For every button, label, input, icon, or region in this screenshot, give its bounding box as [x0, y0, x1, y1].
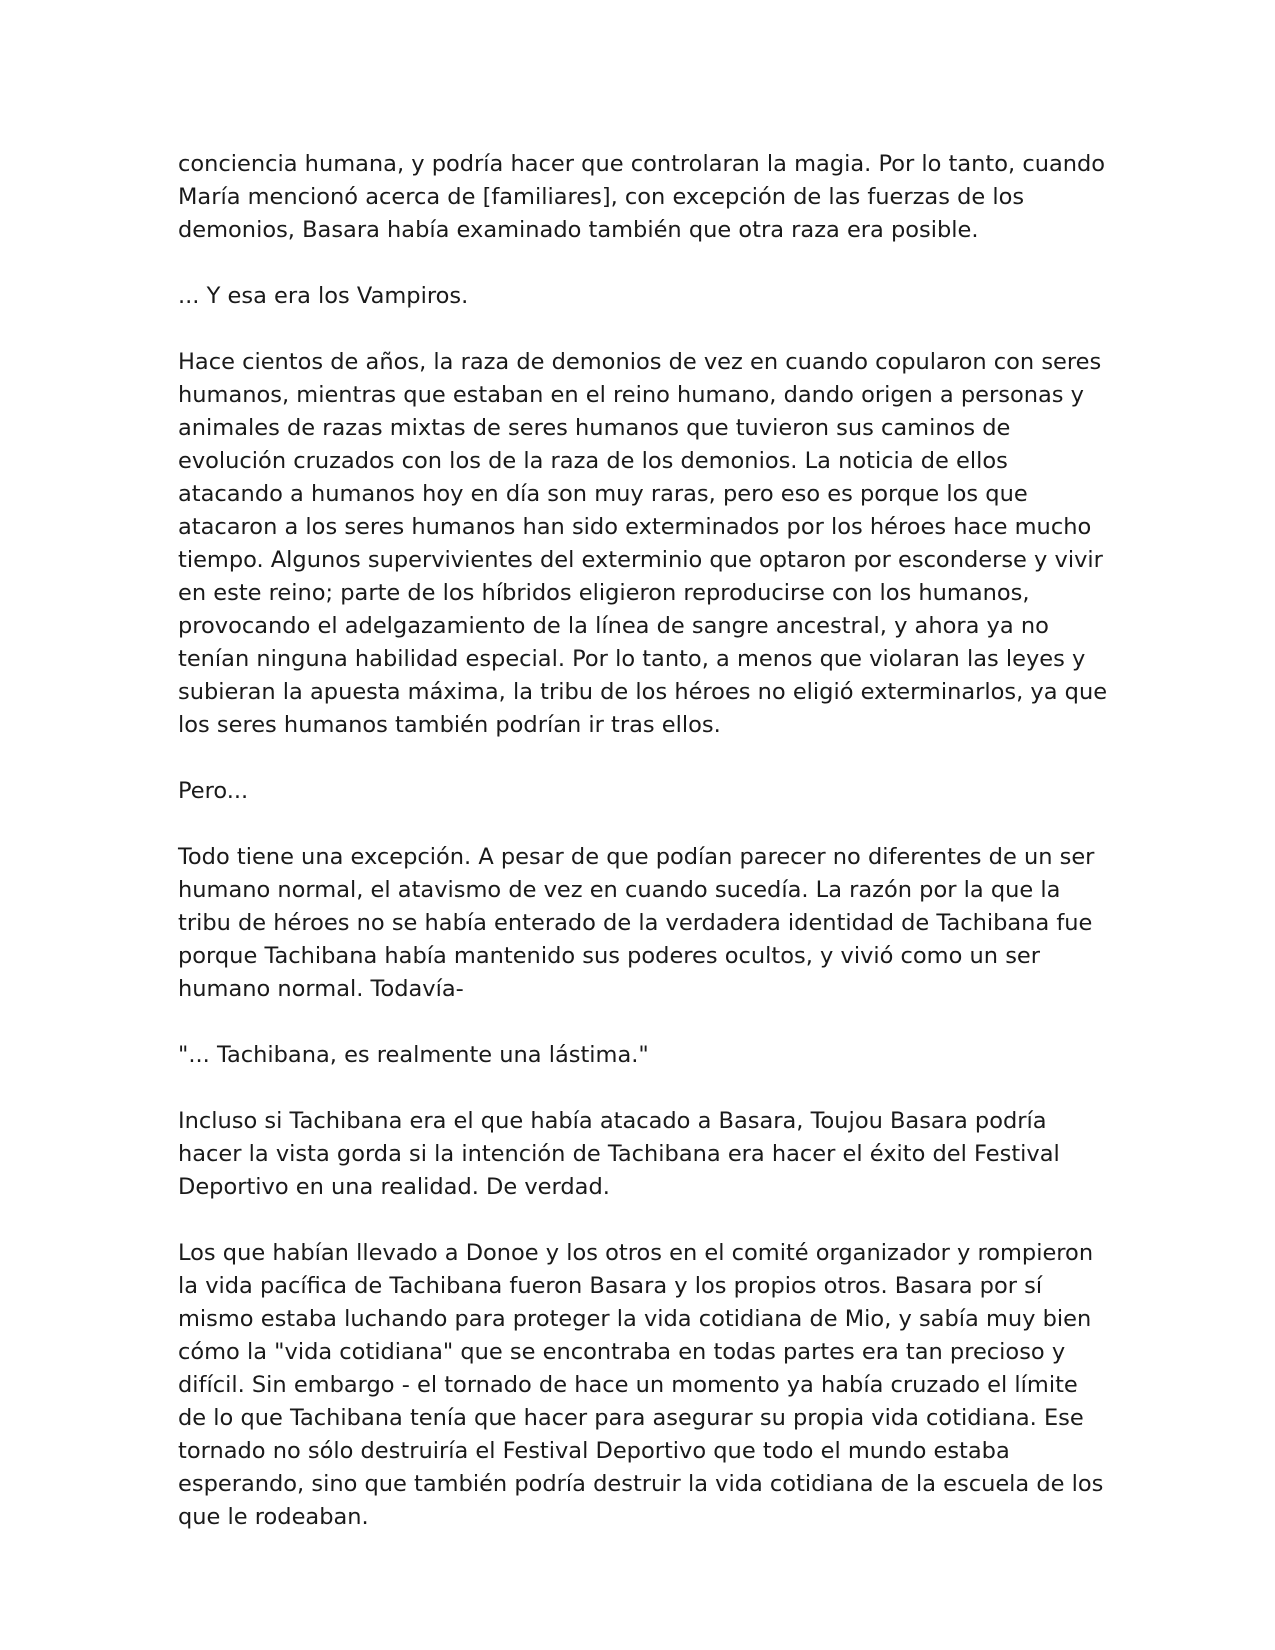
- paragraph: Pero...: [178, 778, 249, 804]
- paragraph: "... Tachibana, es realmente una lástima.": [178, 1042, 649, 1068]
- paragraph: Incluso si Tachibana era el que había atacado a Basara, Toujou Basara podría hacer la vista gorda si la intención de Tachibana era hacer el éxito del Festival Deportivo en una realidad. De verdad.: [178, 1108, 1060, 1200]
- paragraph: Los que habían llevado a Donoe y los otros en el comité organizador y rompieron la vida pacífica de Tachibana fueron Basara y los propios otros. Basara por sí mismo estaba luchando para proteger la vida cotidiana de Mio, y sabía muy bien cómo la "vida cotidiana" que se encontraba en todas partes era tan precioso y difícil. Sin embargo - el tornado de hace un momento ya había cruzado el límite de lo que Tachibana tenía que hacer para asegurar su propia vida cotidiana. Ese tornado no sólo destruiría el Festival Deportivo que todo el mundo estaba esperando, sino que también podría destruir la vida cotidiana de la escuela de los que le rodeaban.: [178, 1240, 1104, 1530]
- paragraph: Hace cientos de años, la raza de demonios de vez en cuando copularon con seres humanos, mientras que estaban en el reino humano, dando origen a personas y animales de razas mixtas de seres humanos que tuvieron sus caminos de evolución cruzados con los de la raza de los demonios. La noticia de ellos atacando a humanos hoy en día son muy raras, pero eso es porque los que atacaron a los seres humanos han sido exterminados por los héroes hace mucho tiempo. Algunos supervivientes del exterminio que optaron por esconderse y vivir en este reino; parte de los híbridos eligieron reproducirse con los humanos, provocando el adelgazamiento de la línea de sangre ancestral, y ahora ya no tenían ninguna habilidad especial. Por lo tanto, a menos que violaran las leyes y subieran la apuesta máxima, la tribu de los héroes no eligió exterminarlos, ya que los seres humanos también podrían ir tras ellos.: [178, 349, 1108, 738]
- paragraph: Todo tiene una excepción. A pesar de que podían parecer no diferentes de un ser humano normal, el atavismo de vez en cuando sucedía. La razón por la que la tribu de héroes no se había enterado de la verdadera identidad de Tachibana fue porque Tachibana había mantenido sus poderes ocultos, y vivió como un ser humano normal. Todavía-: [178, 844, 1095, 1002]
- document-body: [178, 148, 1108, 1567]
- paragraph: conciencia humana, y podría hacer que controlaran la magia. Por lo tanto, cuando María mencionó acerca de [familiares], con excepción de las fuerzas de los demonios, Basara había examinado también que otra raza era posible.: [178, 151, 1106, 243]
- paragraph: ... Y esa era los Vampiros.: [178, 283, 469, 309]
